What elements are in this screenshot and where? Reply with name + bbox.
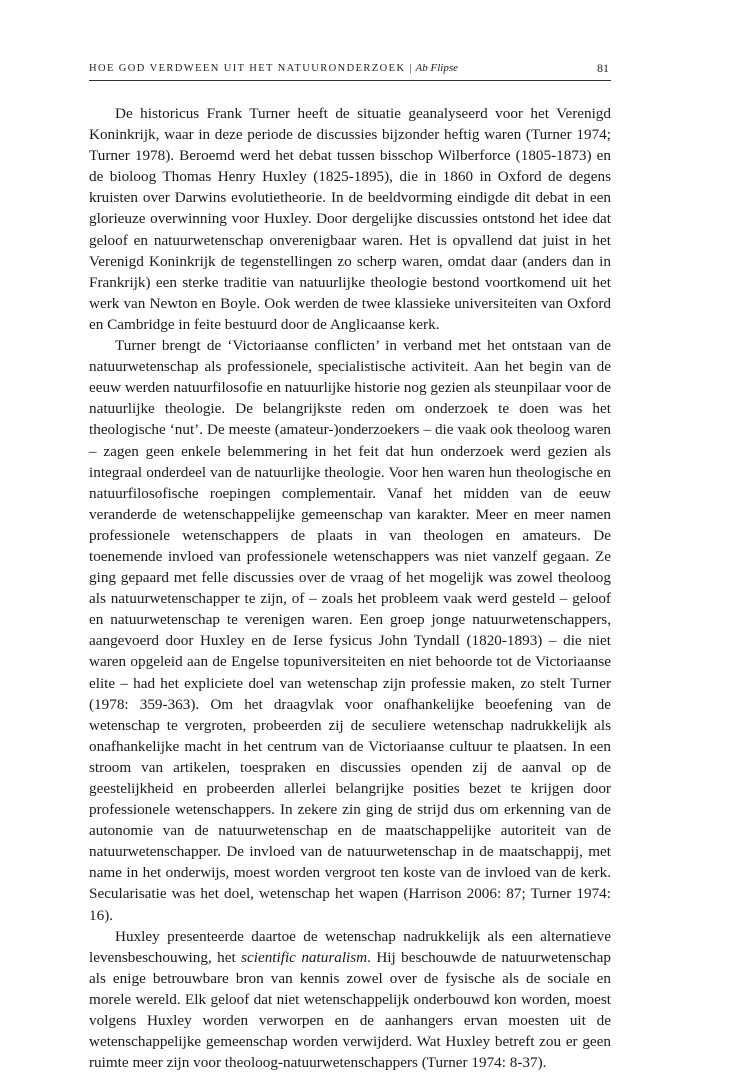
running-title: HOE GOD VERDWEEN UIT HET NATUURONDERZOEK — [89, 63, 406, 74]
body-text — [89, 103, 611, 1073]
running-header-text — [89, 62, 458, 74]
paragraph-3-after: . Hij beschouwde de natuurwetenschap als enige betrouwbare bron van kennis zowel over de fysische als de sociale en morele wereld. Elk geloof dat niet wetenschappelijk onderbouwd kon worden, moest volgens Huxley worden verworpen en de aanhangers ervan moesten uit de wetenschappelijke gemeenschap worden verwijderd. Wat Huxley betreft zou er geen ruimte meer zijn voor theoloog-natuurwetenschappers (Turner 1974: 8-37). — [89, 948, 611, 1072]
paragraph-3 — [89, 926, 611, 1073]
paragraph-3-before: Huxley presenteerde daartoe de wetenschap nadrukkelijk als een alternatieve levensbeschouwing, het — [89, 927, 611, 966]
emphasis-term: scientific naturalism — [241, 948, 368, 966]
page-number: 81 — [597, 61, 609, 75]
paragraph-1: De historicus Frank Turner heeft de situatie geanalyseerd voor het Verenigd Koninkrijk, waar in deze periode de discussies bijzonder heftig waren (Turner 1974; Turner 1978). Beroemd werd het debat tussen bisschop Wilberforce (1805-1873) en de bioloog Thomas Henry Huxley (1825-1895), die in 1860 in Oxford de degens kruisten over Darwins evolutietheorie. In de beeldvorming eindigde dit debat in een glorieuze overwinning voor Huxley. Door dergelijke discussies ontstond het idee dat geloof en natuurwetenschap onverenigbaar waren. Het is opvallend dat juist in het Verenigd Koninkrijk de tegenstellingen zo scherp waren, omdat daar (anders dan in Frankrijk) een sterke traditie van natuurlijke theologie bestond voortkomend uit het werk van Newton en Boyle. Ook werden de twee klassieke universiteiten van Oxford en Cambridge in feite bestuurd door de Anglicaanse kerk. — [89, 105, 611, 333]
header-rule — [89, 80, 611, 81]
header-separator: | — [409, 63, 412, 74]
paragraph-2: Turner brengt de ‘Victoriaanse conflicten’ in verband met het ontstaan van de natuurwetenschap als professionele, specialistische activiteit. Aan het begin van de eeuw werden natuurfilosofie en natuurlijke historie nog gezien als steunpilaar voor de natuurlijke theologie. De belangrijkste reden om onderzoek te doen was het theologische ‘nut’. De meeste (amateur-)onderzoekers – die vaak ook theoloog waren – zagen geen enkele belemmering in het feit dat hun onderzoek werd gezien als integraal onderdeel van de natuurlijke theologie. Voor hen waren hun theologische en natuurfilosofische roepingen complementair. Vanaf het midden van de eeuw veranderde de wetenschappelijke gemeenschap van karakter. Meer en meer namen professionele wetenschappers de plaats in van theologen en amateurs. De toenemende invloed van professionele wetenschappers was niet vanzelf gegaan. Ze ging gepaard met felle discussies over de vraag of het mogelijk was zowel theoloog als natuurwetenschapper te zijn, of – zoals het probleem vaak werd gesteld – geloof en natuurwetenschap te verenigen waren. Een groep jonge natuurwetenschappers, aangevoerd door Huxley en de Ierse fysicus John Tyndall (1820-1893) – die niet waren opgeleid aan de Engelse topuniversiteiten en niet behoorde tot de Victoriaanse elite – had het expliciete doel van wetenschap zijn professie maken, zo stelt Turner (1978: 359-363). Om het draagvlak voor onafhankelijke beoefening van de wetenschap te vergroten, probeerden zij de seculiere wetenschap nadrukkelijk als onafhankelijke macht in het centrum van de Victoriaanse cultuur te plaatsen. In een stroom van artikelen, toespraken en discussies openden zij de aanval op de geestelijkheid en probeerden allerlei belangrijke posities bezet te krijgen door professionele wetenschappers. In zekere zin ging de strijd dus om erkenning van de autonomie van de natuurwetenschap en de maatschappelijke autoriteit van de natuurwetenschapper. De invloed van de natuurwetenschap in de maatschappij, met name in het onderwijs, moest worden vergroot ten koste van de invloed van de kerk. Secularisatie was het doel, wetenschap het wapen (Harrison 2006: 87; Turner 1974: 16). — [89, 337, 611, 924]
running-header — [89, 62, 611, 80]
header-author: Ab Flipse — [415, 62, 459, 74]
